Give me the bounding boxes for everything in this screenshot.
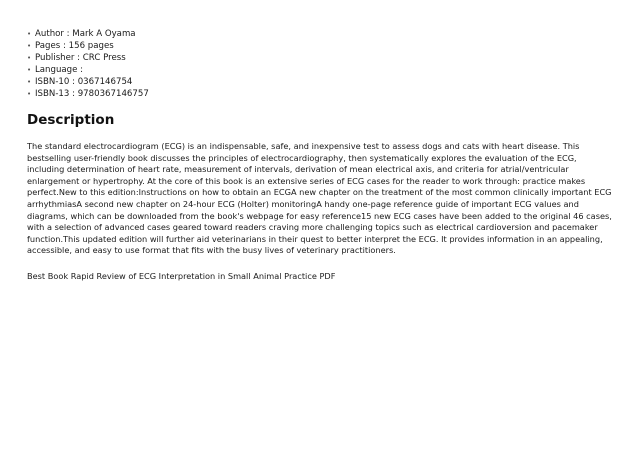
bullet-icon: • — [27, 66, 32, 74]
description-body: The standard electrocardiogram (ECG) is an indispensable, safe, and inexpensive test to assess dogs and cats with heart disease. This bestselling user-friendly book discusses the principles of electrocardiography, then systematically explores the evaluation of the ECG, including determination of heart rate, measurement of intervals, derivation of mean electrical axis, and criteria for atrial/ventricular enlargement or hypertrophy. At the core of this book is an extensive series of ECG cases for the reader to work through: practice makes perfect.New to this edition:Instructions on how to obtain an ECGA new chapter on the treatment of the most common clinically important ECG arrhythmiasA second new chapter on 24-hour ECG (Holter) monitoringA handy one-page reference guide of important ECG values and diagrams, which can be downloaded from the book's webpage for easy reference15 new ECG cases have been added to the original 46 cases, with a selection of advanced cases geared toward readers craving more challenging topics such as electrical cardioversion and pacemaker function.This updated edition will further aid veterinarians in their quest to better interpret the ECG. It provides information in an appealing, accessible, and easy to use format that fits with the busy lives of veterinary practitioners. — [27, 141, 612, 256]
book-download-link[interactable]: Best Book Rapid Review of ECG Interpretation in Small Animal Practice PDF — [27, 271, 336, 281]
bullet-icon: • — [27, 30, 32, 38]
detail-isbn10 — [27, 76, 149, 88]
bullet-icon: • — [27, 78, 32, 86]
detail-pages-text: Pages : 156 pages — [35, 41, 114, 51]
description-heading: Description — [27, 112, 115, 128]
bullet-icon: • — [27, 42, 32, 50]
detail-language-text: Language : — [35, 65, 84, 75]
bullet-icon: • — [27, 90, 32, 98]
detail-language — [27, 64, 149, 76]
detail-pages — [27, 40, 149, 52]
detail-isbn13-text: ISBN-13 : 9780367146757 — [35, 89, 149, 99]
book-details-list — [27, 28, 149, 100]
detail-author — [27, 28, 149, 40]
detail-isbn13 — [27, 88, 149, 100]
detail-isbn10-text: ISBN-10 : 0367146754 — [35, 77, 133, 87]
detail-publisher — [27, 52, 149, 64]
bullet-icon: • — [27, 54, 32, 62]
detail-author-text: Author : Mark A Oyama — [35, 29, 136, 39]
detail-publisher-text: Publisher : CRC Press — [35, 53, 126, 63]
